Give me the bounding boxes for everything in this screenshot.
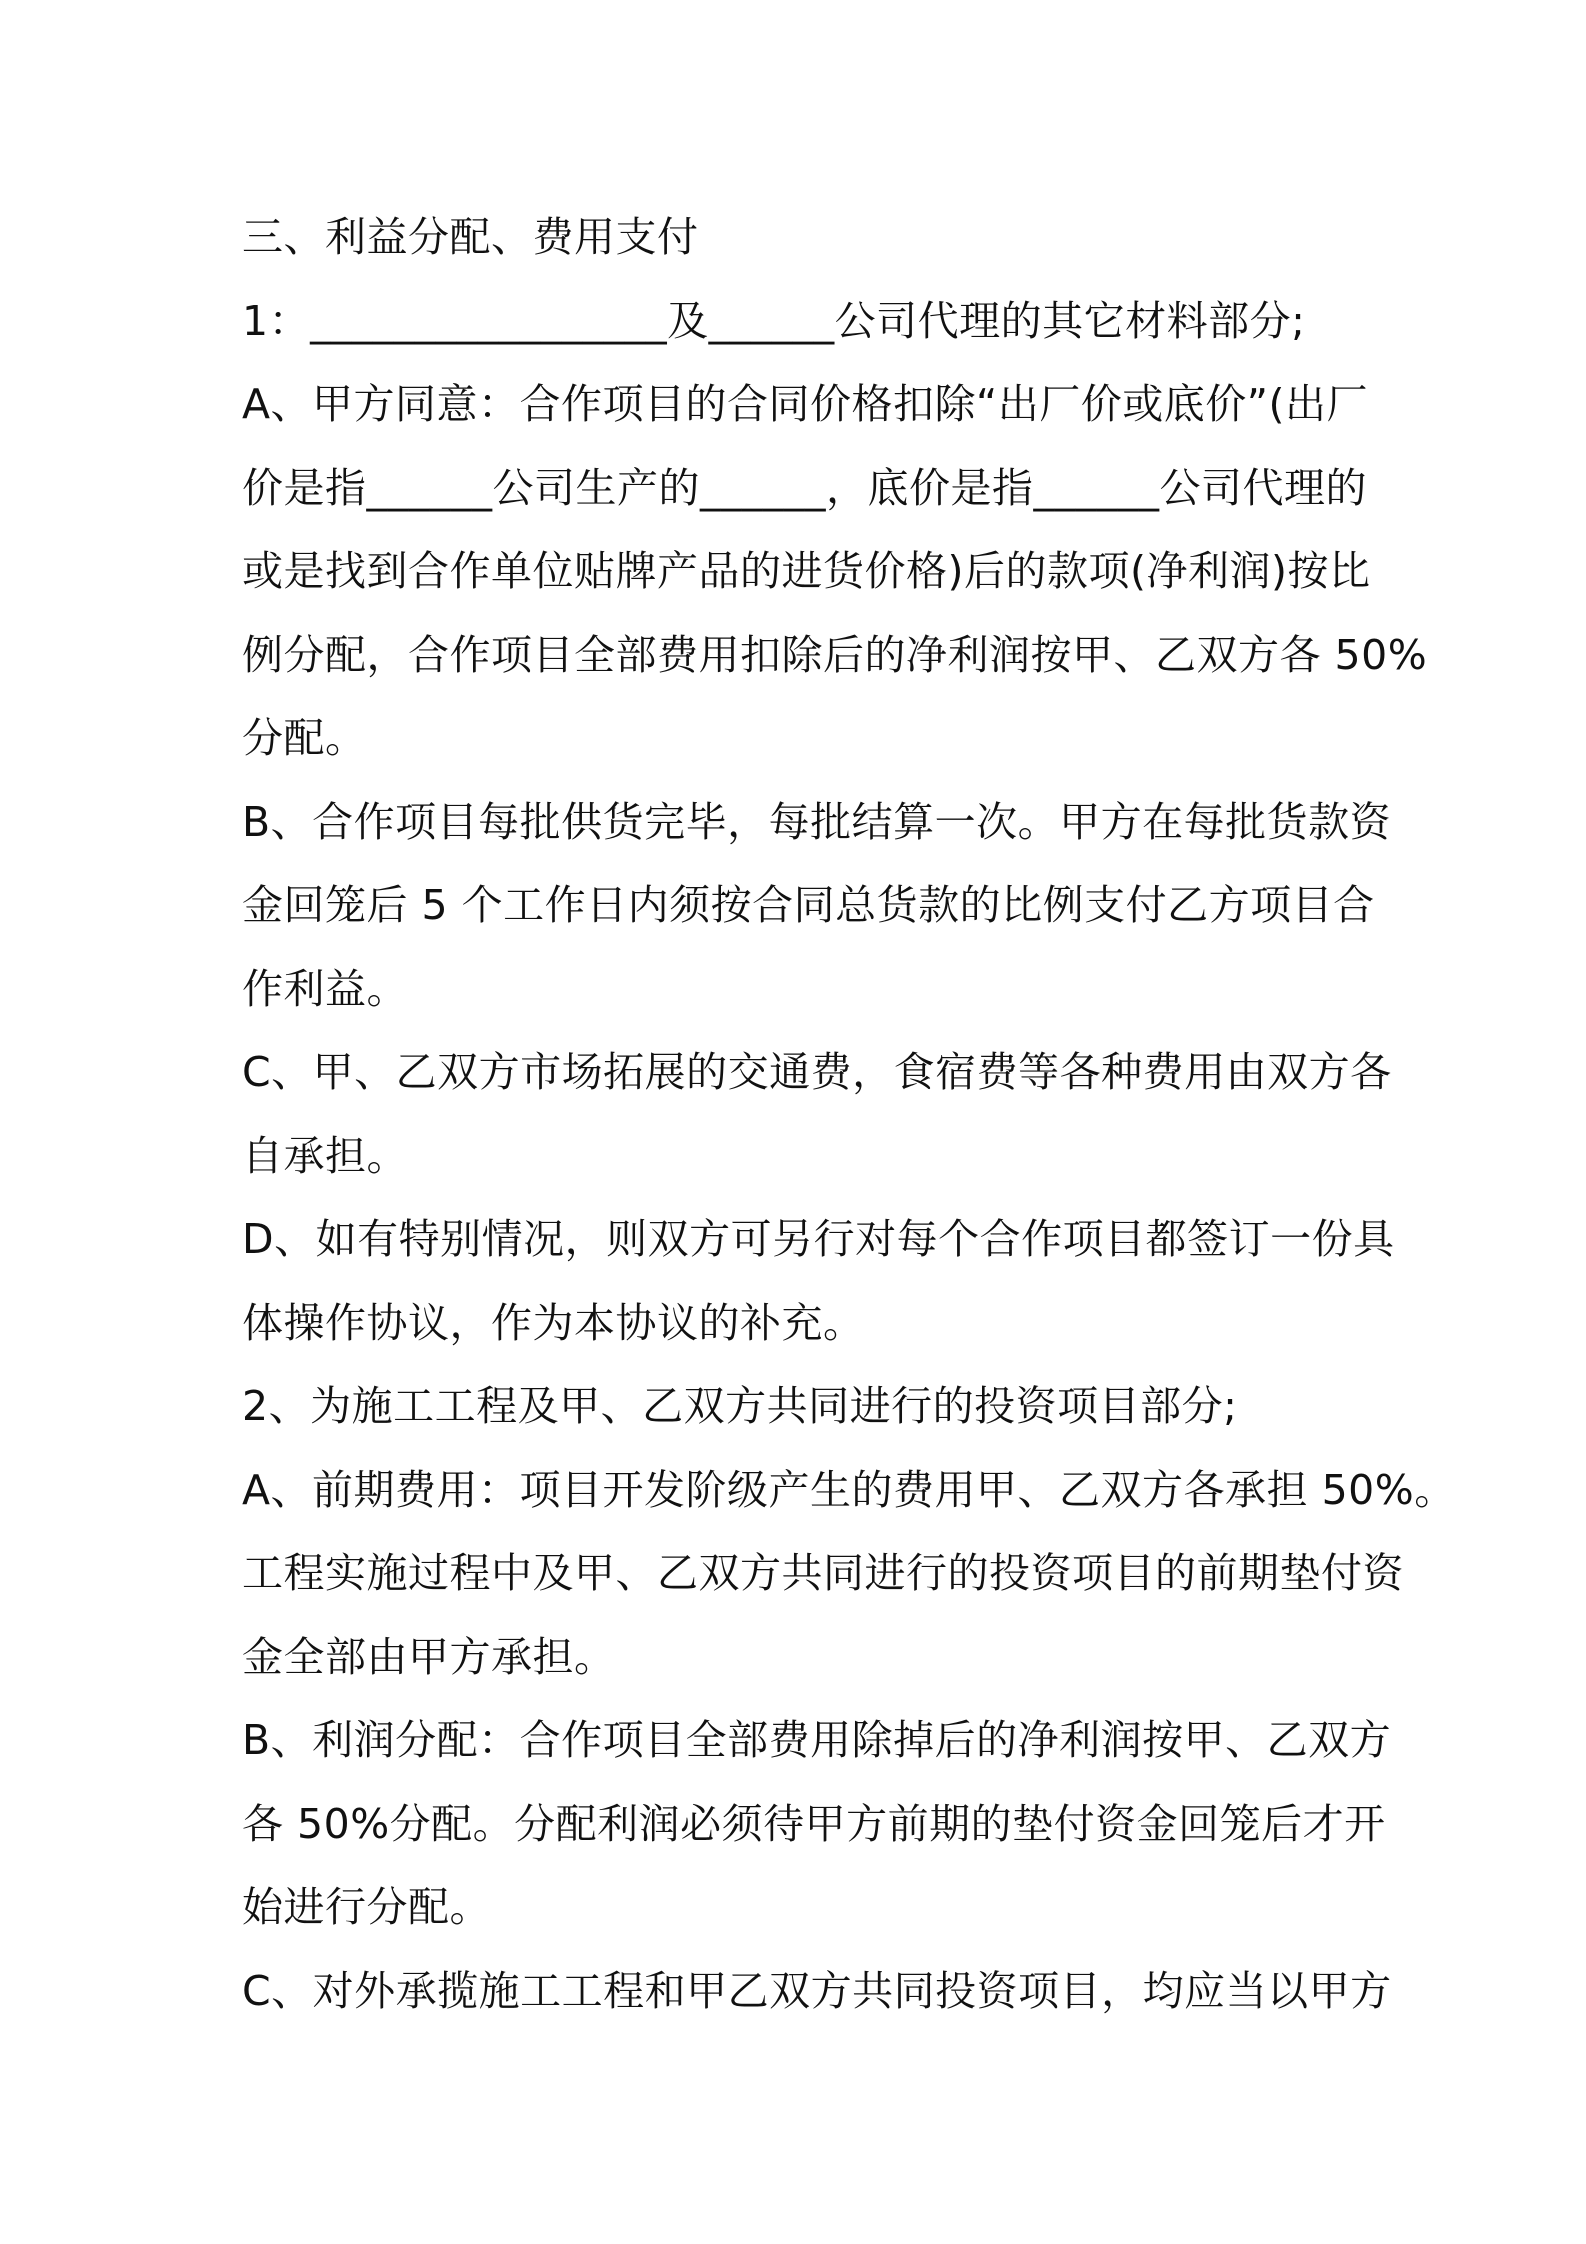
clause-1b-line-1: B、合作项目每批供货完毕，每批结算一次。甲方在每批货款资 <box>242 797 1392 846</box>
clause-1a-line-2: 价是指______公司生产的______，底价是指______公司代理的 <box>242 463 1367 512</box>
clause-1d-line-2: 体操作协议，作为本协议的补充。 <box>242 1298 865 1347</box>
clause-2a-line-3: 金全部由甲方承担。 <box>242 1632 616 1681</box>
clause-1a-line-5: 分配。 <box>242 714 367 762</box>
clause-1b-line-2: 金回笼后 5 个工作日内须按合同总货款的比例支付乙方项目合 <box>242 881 1375 929</box>
clause-1c-line-2: 自承担。 <box>242 1131 408 1180</box>
clause-1a-line-4: 例分配，合作项目全部费用扣除后的净利润按甲、乙双方各 50% <box>242 630 1428 679</box>
clause-1c-line-1: C、甲、乙双方市场拓展的交通费，食宿费等各种费用由双方各 <box>242 1048 1392 1096</box>
clause-2b-line-3: 始进行分配。 <box>242 1883 491 1931</box>
clause-2c-line-1: C、对外承揽施工工程和甲乙双方共同投资项目，均应当以甲方 <box>242 1966 1392 2015</box>
clause-2a-line-2: 工程实施过程中及甲、乙双方共同进行的投资项目的前期垫付资 <box>242 1549 1404 1597</box>
clause-2-heading: 2、为施工工程及甲、乙双方共同进行的投资项目部分; <box>242 1382 1238 1430</box>
clause-2a-line-1: A、前期费用：项目开发阶级产生的费用甲、乙双方各承担 50%。 <box>242 1465 1456 1514</box>
section-heading: 三、利益分配、费用支付 <box>242 213 699 261</box>
clause-2b-line-2: 各 50%分配。分配利润必须待甲方前期的垫付资金回笼后才开 <box>242 1799 1386 1848</box>
clause-1a-line-3: 或是找到合作单位贴牌产品的进货价格)后的款项(净利润)按比 <box>242 547 1371 595</box>
document-body <box>242 196 1456 2033</box>
clause-2b-line-1: B、利润分配：合作项目全部费用除掉后的净利润按甲、乙双方 <box>242 1716 1392 1764</box>
clause-1b-line-3: 作利益。 <box>242 964 408 1013</box>
clause-1-heading: 1：_________________及______公司代理的其它材料部分; <box>242 296 1306 345</box>
clause-1a-line-1: A、甲方同意：合作项目的合同价格扣除“出厂价或底价”(出厂 <box>242 380 1369 428</box>
clause-1d-line-1: D、如有特别情况，则双方可另行对每个合作项目都签订一份具 <box>242 1215 1395 1263</box>
